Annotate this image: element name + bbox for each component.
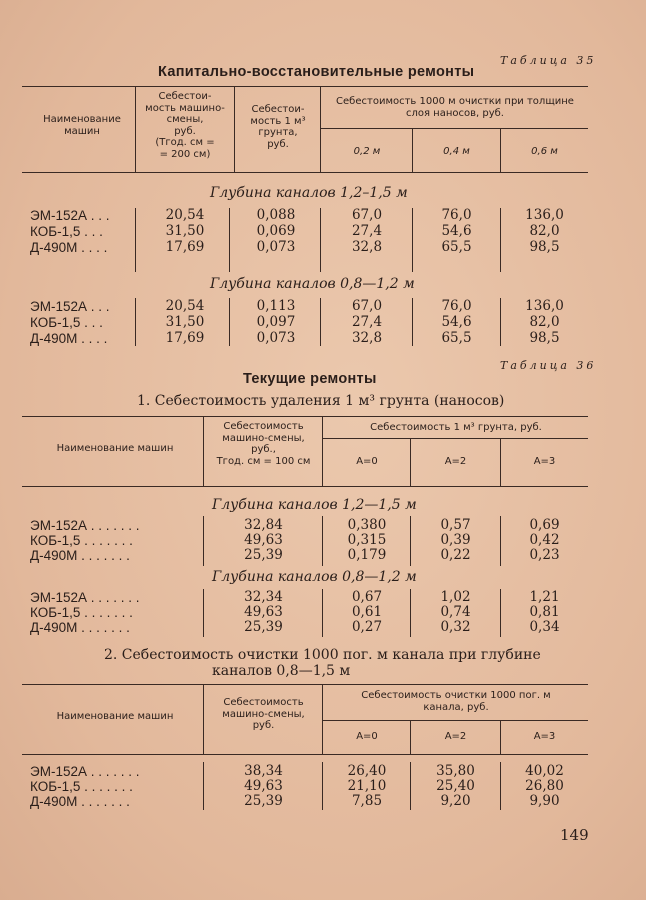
table-35-top-rule	[22, 86, 588, 87]
t35-header-thickness-02: 0,2 м	[353, 146, 381, 157]
table-35-title: Капитально-восстановительные ремонты	[158, 64, 475, 80]
t35-header-name: Наименование машин	[43, 114, 121, 137]
table-35-label: Таблица 35	[500, 54, 597, 67]
t36-1-header-unit-cost: Себестоимость 1 м³ грунта, руб.	[370, 422, 542, 433]
t35-header-thickness-06: 0,6 м	[531, 146, 558, 157]
t35-header-shift-cost: Себестои- мость машино- смены, руб. (Tгод. см = = 200 см)	[145, 91, 225, 160]
t36-1-header-name: Наименование машин	[56, 443, 174, 454]
table-35-header-rule	[22, 172, 588, 173]
t36-2-header-a3: A=3	[533, 731, 556, 742]
t35-header-thickness-04: 0,4 м	[443, 146, 470, 157]
t36-1-header-shift-cost: Себестоимость машино-смены, руб., Tгод. см = 100 см	[216, 421, 311, 467]
t36-1-header-a2: A=2	[444, 456, 467, 467]
t35-section-title: Глубина каналов 1,2–1,5 м	[210, 185, 408, 201]
t36-1-section-title: Глубина каналов 0,8—1,2 м	[212, 569, 417, 585]
t35-section-title: Глубина каналов 0,8—1,2 м	[210, 276, 415, 292]
t36-2-header-a2: A=2	[444, 731, 467, 742]
t36-2-header-name: Наименование машин	[56, 711, 174, 722]
table-36-part2-subtitle: 2. Себестоимость очистки 1000 пог. м канала при глубине	[104, 647, 541, 663]
t36-1-header-a3: A=3	[533, 456, 556, 467]
table-36-label: Таблица 36	[500, 359, 597, 372]
t36-2-header-shift-cost: Себестоимость машино-смены, руб.	[222, 697, 305, 731]
t36-1-section-title: Глубина каналов 1,2—1,5 м	[212, 497, 417, 513]
table-36-part1-subtitle: 1. Себестоимость удаления 1 м³ грунта (наносов)	[137, 393, 505, 409]
t36-1-header-a0: A=0	[356, 456, 378, 467]
page-number: 149	[560, 826, 589, 844]
t36-2-header-clean-cost: Себестоимость очистки 1000 пог. м канала, руб.	[361, 690, 551, 713]
table-36-part2-subtitle-line2: каналов 0,8—1,5 м	[212, 663, 351, 679]
book-page: Таблица 35 Капитально-восстановительные ремонты Наименование машин Себестои- мость машино- смены, руб. (Tгод. см = = 200 см) Себестои- мость 1 м³ грунта, руб. Себестоимость 1000 м очистки при толщине слоя наносов, руб. 0,2 м 0,4 м 0,6 м Глубина каналов 1,2–1,5 м Глубина каналов 0,8—1,2 м ЭМ-152А . . . 20,54 0,088 67,0 76,0 136,0 КОБ-1,5 . . . 31,50 0,069 27,4 54,6 82,0 Д-490М . . . . 17,69 0,073 32,8 65,5 98,5 ЭМ-152А . . . 20,54 0,113 67,0 76,0 136,0 КОБ-1,5 . . . 31,50 0,097 27,4 54,6 82,0 Д-490М . . . . 17,69 0,073 32,8 65,5 98,5 Таблица 36 Текущие ремонты 1. Себестоимость удаления 1 м³ грунта (наносов) Наименование машин Себестоимость машино-смены, руб., Tгод. см = 100 см Себестоимость 1 м³ грунта, руб. A=0 A=2 A=3 Глубина каналов 1,2—1,5 м Глубина каналов 0,8—1,2 м ЭМ-152А . . . . . . . 32,84 0,380 0,57 0,69 КОБ-1,5 . . . . . . . 49,63 0,315 0,39 0,42 Д-490М . . . . . . . 25,39 0,179 0,22 0,23 ЭМ-152А . . . . . . . 32,34 0,67 1,02 1,21 КОБ-1,5 . . . . . . . 49,63 0,61 0,74 0,81 Д-490М . . . . . . . 25,39 0,27 0,32 0,34 2. Себестоимость очистки 1000 пог. м канала при глубине каналов 0,8—1,5 м Наименование машин Себестоимость машино-смены, руб. Себестоимость очистки 1000 пог. м канала, руб. A=0 A=2 A=3 ЭМ-152А . . . . . . . 38,34 26,40 35,80 40,02 КОБ-1,5 . . . . . . . 49,63 21,10 25,40 26,80 Д-490М . . . . . . . 25,39 7,85 9,20 9,90 149	[0, 0, 646, 900]
t35-header-cleaning-cost: Себестоимость 1000 м очистки при толщине слоя наносов, руб.	[336, 96, 574, 119]
t35-header-unit-cost: Себестои- мость 1 м³ грунта, руб.	[250, 104, 306, 150]
t36-2-header-a0: A=0	[356, 731, 378, 742]
table-36-title: Текущие ремонты	[243, 371, 377, 387]
